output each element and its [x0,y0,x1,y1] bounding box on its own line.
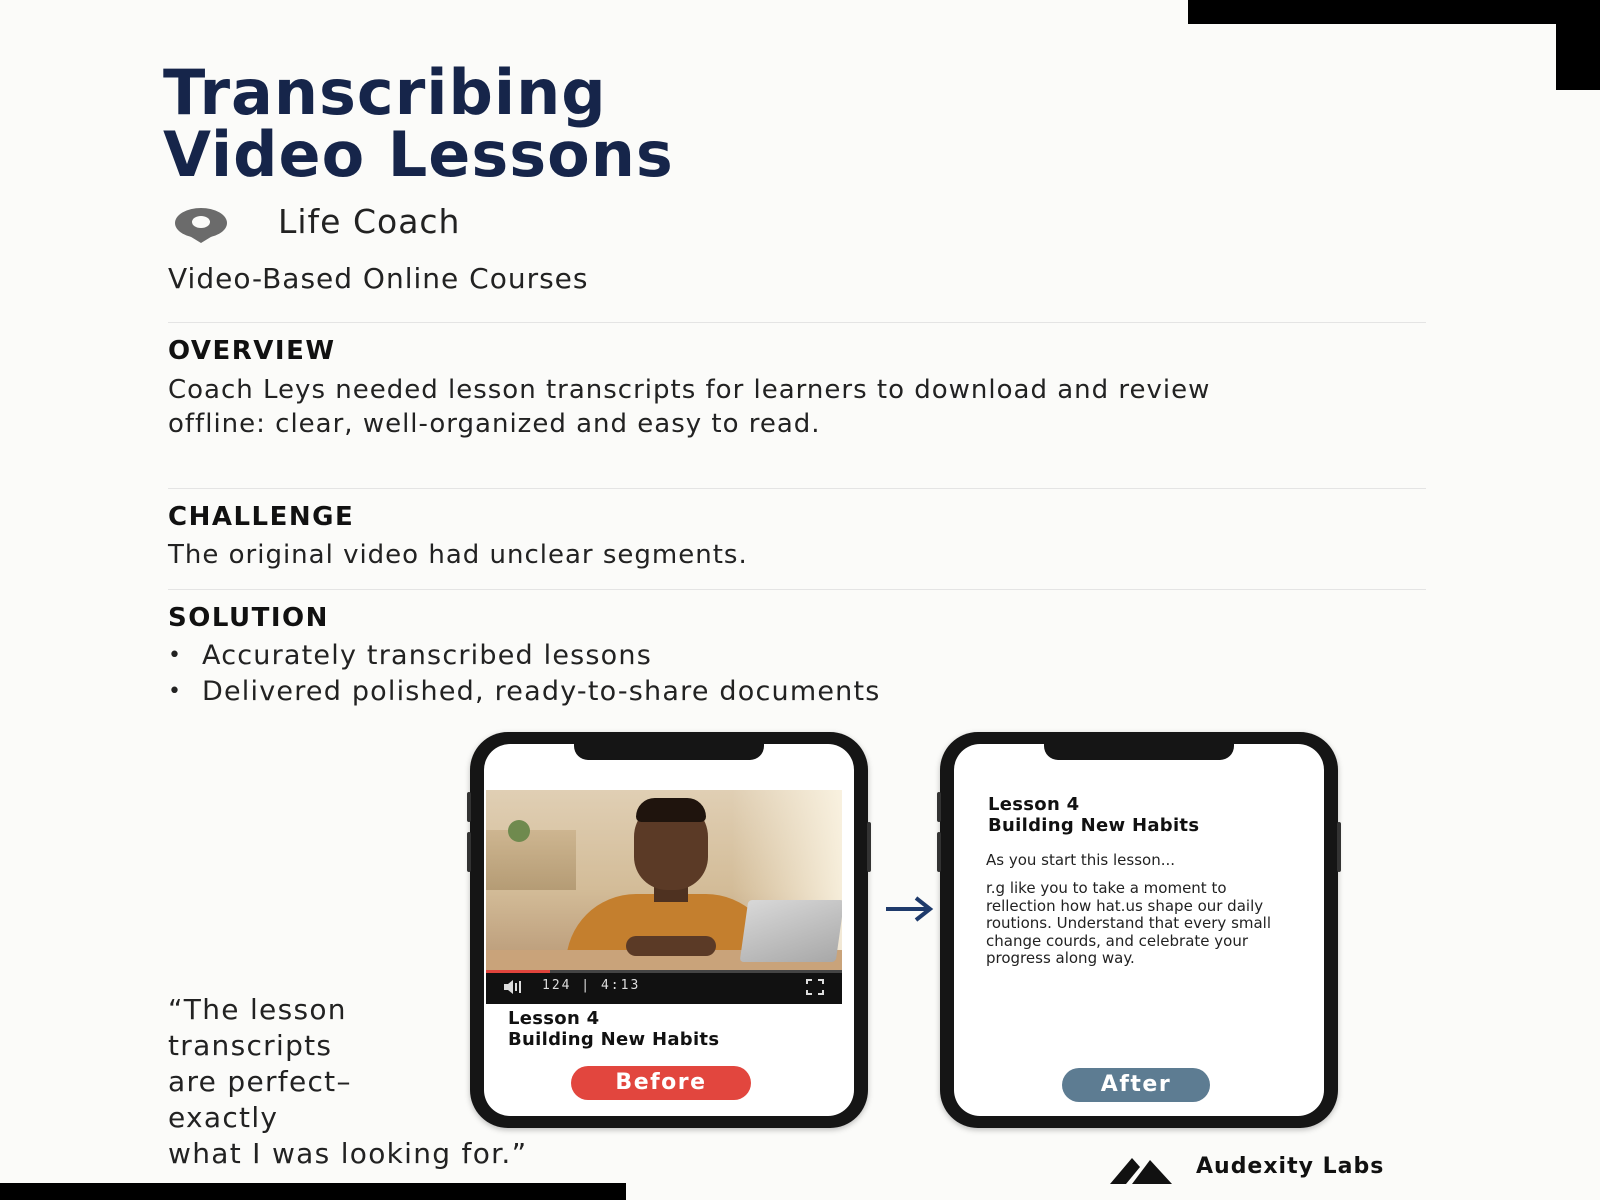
quote-line: are perfect– [168,1065,352,1098]
testimonial-quote [168,992,527,1172]
challenge-heading: CHALLENGE [168,502,355,532]
phone-side-button [867,822,871,872]
phone-notch [574,744,764,760]
page-title [163,56,674,191]
divider [168,589,1426,590]
before-lesson-title: Building New Habits [508,1029,720,1050]
video-person-hair [636,798,706,822]
after-lesson-label [988,794,1199,836]
arrow-right-icon [884,896,934,922]
brand-logo-icon [1110,1148,1176,1184]
video-thumbnail[interactable] [486,790,842,970]
transcript-body: r.g like you to take a moment to rellection how hat.us shape our daily routions. Understand that every small change courds, and celebrate your progress along way. [986,879,1272,967]
after-lesson-number: Lesson 4 [988,794,1080,815]
quote-line: “The lesson [168,993,347,1026]
phone-screen [954,744,1324,1116]
divider [168,488,1426,489]
divider [168,322,1426,323]
page-subtitle: Video-Based Online Courses [168,262,589,295]
quote-line: transcripts [168,1029,333,1062]
title-line-1: Transcribing [163,56,607,129]
quote-line: what I was looking for.” [168,1137,528,1170]
transcript-intro: As you start this lesson... [986,851,1176,869]
corner-decoration-right [1556,0,1600,90]
video-controls [486,970,842,1004]
before-phone [470,732,868,1128]
challenge-text: The original video had unclear segments. [168,540,748,570]
role-label: Life Coach [278,202,461,241]
phone-screen [484,744,854,1116]
phone-side-button [467,792,471,822]
phone-side-button [937,792,941,822]
after-badge: After [1062,1068,1210,1102]
bottom-decoration-bar [0,1183,626,1200]
video-progress-fill [486,970,550,973]
location-pin-icon [173,206,229,244]
after-lesson-title: Building New Habits [988,815,1200,836]
phone-side-button [937,832,941,872]
solution-list [168,638,881,710]
before-lesson-number: Lesson 4 [508,1008,600,1029]
fullscreen-icon[interactable] [806,979,824,995]
solution-heading: SOLUTION [168,603,329,633]
solution-item: • Delivered polished, ready-to-share documents [168,674,881,710]
video-shelf [486,830,576,890]
before-badge: Before [571,1066,751,1100]
quote-line: exactly [168,1101,279,1134]
overview-heading: OVERVIEW [168,336,336,366]
phone-side-button [1337,822,1341,872]
before-lesson-label [508,1008,719,1050]
corner-decoration-top [1188,0,1600,24]
overview-text: Coach Leys needed lesson transcripts for learners to download and review offline: clear, well-organized and easy to read. [168,375,1211,439]
video-plant [508,820,530,842]
brand-name: Audexity Labs [1196,1154,1385,1179]
video-laptop [740,900,842,962]
phone-notch [1044,744,1234,760]
phone-side-button [467,832,471,872]
solution-item: • Accurately transcribed lessons [168,638,881,674]
video-person-hands [626,936,716,956]
video-progress-bar[interactable] [486,970,842,973]
title-line-2: Video Lessons [163,118,674,191]
after-phone [940,732,1338,1128]
video-time: 124 | 4:13 [542,978,641,993]
